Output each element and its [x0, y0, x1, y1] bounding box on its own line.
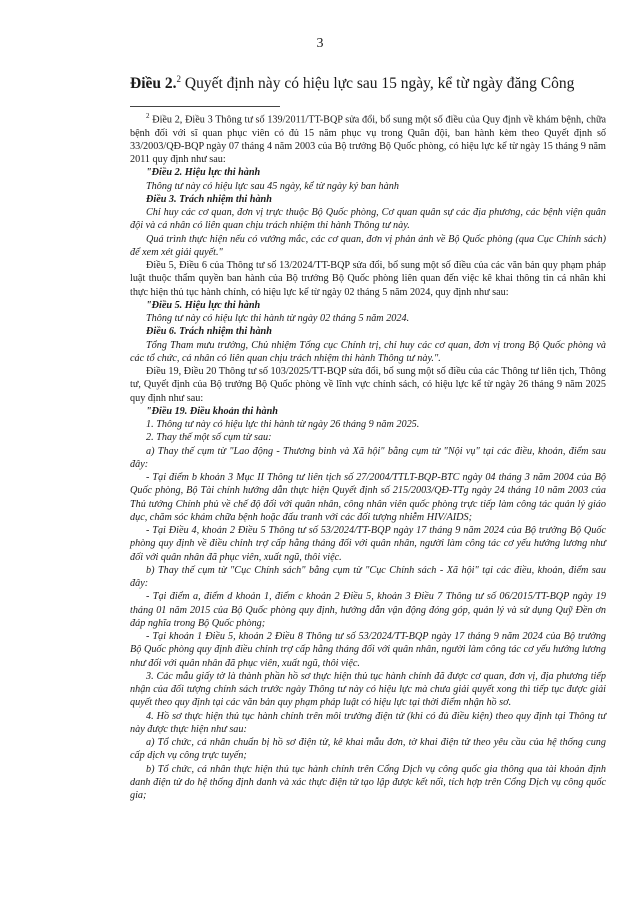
footnote-text: Tổng Tham mưu trưởng, Chủ nhiệm Tổng cục Chính trị, chỉ huy các cơ quan, đơn vị trong Bộ Quốc phòng và các tổ chức, cá nhân có liên quan chịu trách nhiệm thi hành Thông tư này.".	[130, 339, 606, 364]
page-number: 3	[316, 36, 324, 51]
footnote-text: Chỉ huy các cơ quan, đơn vị trực thuộc Bộ Quốc phòng, Cơ quan quân sự các địa phương, các bệnh viện quân đội và cá nhân có liên quan chịu trách nhiệm thi hành Thông tư này.	[130, 207, 606, 232]
article-heading	[130, 74, 610, 93]
footnote-paragraph	[130, 365, 606, 405]
footnote-paragraph	[130, 590, 606, 630]
footnote-paragraph	[130, 233, 606, 260]
footnote-body	[130, 110, 606, 802]
footnote-paragraph	[130, 339, 606, 366]
footnote-paragraph	[130, 206, 606, 233]
footnote-paragraph	[130, 110, 606, 166]
footnote-reference: 2	[176, 74, 181, 84]
footnote-paragraph	[130, 299, 606, 312]
footnote-text: - Tại điểm b khoản 3 Mục II Thông tư liên tịch số 27/2004/TTLT-BQP-BTC ngày 04 tháng 3 năm 2004 của Bộ Quốc phòng, Bộ Tài chính hướng dẫn thực hiện Quyết định số 215/2003/QĐ-TTg ngày 24 tháng 10 năm 2003 của Thủ tướng Chính phủ về chế độ đối với quân nhân, công nhân viên quốc phòng trực tiếp làm công tác quản lý giáo dục, chăm sóc khám chữa bệnh hoặc đấu tranh với các đối tượng nhiễm HIV/AIDS;	[130, 472, 606, 523]
footnote-paragraph	[130, 180, 606, 193]
footnote-text: 1. Thông tư này có hiệu lực thi hành từ ngày 26 tháng 9 năm 2025.	[146, 419, 420, 431]
footnote-paragraph	[130, 431, 606, 444]
footnote-text: a) Tổ chức, cá nhân chuẩn bị hồ sơ điện tử, kê khai mẫu đơn, tờ khai điện tử theo yêu cầu của hệ thống cung cấp dịch vụ công trực tuyến;	[130, 737, 606, 762]
footnote-text: Điều 19, Điều 20 Thông tư số 103/2025/TT-BQP sửa đổi, bổ sung một số điều của các Thông tư liên tịch, Thông tư, Quyết định của Bộ trưởng Bộ Quốc phòng về lĩnh vực chính sách, có hiệu lực kể từ ngày 26 tháng 9 năm 2025 quy định như sau:	[130, 366, 606, 404]
article-label: Điều 2.	[130, 75, 177, 93]
footnote-text: 3. Các mẫu giấy tờ là thành phần hồ sơ thực hiện thủ tục hành chính đã được cơ quan, đơn vị, địa phương tiếp nhận của đối tượng chính sách trước ngày Thông tư này có hiệu lực mà chưa giải quyết xong thì tiếp tục được giải quyết theo quy định tại các văn bản quy phạm pháp luật có hiệu lực tại thời điểm nhận hồ sơ.	[130, 670, 606, 709]
footnote-paragraph	[130, 166, 606, 179]
footnote-text: "Điều 2. Hiệu lực thi hành	[146, 167, 261, 179]
footnote-paragraph	[130, 259, 606, 299]
footnote-divider	[130, 106, 280, 107]
article-text: Quyết định này có hiệu lực sau 15 ngày, kể từ ngày đăng Công	[181, 75, 575, 93]
footnote-paragraph	[130, 471, 606, 524]
footnote-paragraph	[130, 630, 606, 670]
footnote-paragraph	[130, 763, 606, 803]
footnote-text: Điều 2, Điều 3 Thông tư số 139/2011/TT-BQP sửa đổi, bổ sung một số điều của Quy định về khám bệnh, chữa bệnh đối với sĩ quan phục viên có đủ 15 năm phục vụ trong Quân đội, ban hành kèm theo Quyết định số 33/2003/QĐ-BQP ngày 07 tháng 4 năm 2003 của Bộ trưởng Bộ Quốc phòng, có hiệu lực kể từ ngày 15 tháng 9 năm 2011 quy định như sau:	[130, 114, 606, 166]
footnote-text: Điều 6. Trách nhiệm thi hành	[146, 326, 272, 338]
footnote-text: - Tại Điều 4, khoản 2 Điều 5 Thông tư số 53/2024/TT-BQP ngày 17 tháng 9 năm 2024 của Bộ trưởng Bộ Quốc phòng quy định về điều chỉnh trợ cấp hằng tháng đối với quân nhân, người làm công tác cơ yếu hưởng lương như đối với quân nhân đã phục viên, xuất ngũ, thôi việc.	[130, 525, 606, 563]
footnote-paragraph	[130, 325, 606, 338]
footnote-text: Điều 5, Điều 6 của Thông tư số 13/2024/TT-BQP sửa đổi, bổ sung một số điều của các văn bản quy phạm pháp luật thuộc thẩm quyền ban hành của Bộ trưởng Bộ Quốc phòng liên quan đến việc kê khai thông tin cá nhân khi thực hiện thủ tục hành chính, có hiệu lực kể từ ngày 02 tháng 5 năm 2024, quy định như sau:	[130, 260, 606, 298]
footnote-paragraph	[130, 710, 606, 737]
footnote-text: a) Thay thế cụm từ "Lao động - Thương binh và Xã hội" bằng cụm từ "Nội vụ" tại các điều, khoản, điểm sau đây:	[130, 445, 606, 470]
footnote-paragraph	[130, 670, 606, 710]
footnote-text: Quá trình thực hiện nếu có vướng mắc, các cơ quan, đơn vị phản ánh về Bộ Quốc phòng (qua Cục Chính sách) để xem xét giải quyết."	[130, 233, 606, 258]
footnote-text: Điều 3. Trách nhiệm thi hành	[146, 193, 272, 205]
footnote-text: b) Thay thế cụm từ "Cục Chính sách" bằng cụm từ "Cục Chính sách - Xã hội" tại các điều, khoản, điểm sau đây:	[130, 564, 606, 590]
footnote-paragraph	[130, 736, 606, 763]
footnote-paragraph	[130, 193, 606, 206]
footnote-text: Thông tư này có hiệu lực sau 45 ngày, kể từ ngày ký ban hành	[146, 180, 399, 192]
footnote-text: Thông tư này có hiệu lực thi hành từ ngày 02 tháng 5 năm 2024.	[146, 313, 410, 325]
footnote-text: "Điều 19. Điều khoản thi hành	[146, 405, 278, 417]
footnote-paragraph	[130, 524, 606, 564]
footnote-text: - Tại điểm a, điểm d khoản 1, điểm c khoản 2 Điều 5, khoản 3 Điều 7 Thông tư số 06/2015/TT-BQP ngày 19 tháng 01 năm 2015 của Bộ Quốc phòng quy định, hướng dẫn vận động đóng góp, quản lý và sử dụng Quỹ Đền ơn đáp nghĩa trong Bộ Quốc phòng;	[130, 591, 606, 629]
footnote-marker: 2	[146, 112, 150, 120]
footnote-paragraph	[130, 312, 606, 325]
footnote-text: "Điều 5. Hiệu lực thi hành	[146, 299, 261, 311]
footnote-paragraph	[130, 445, 606, 472]
footnote-paragraph	[130, 418, 606, 431]
footnote-paragraph	[130, 564, 606, 591]
footnote-text: 4. Hồ sơ thực hiện thủ tục hành chính trên môi trường điện tử (khi có đủ điều kiện) theo quy định tại Thông tư này được thực hiện như sau:	[130, 710, 606, 735]
footnote-paragraph	[130, 405, 606, 418]
footnote-text: 2. Thay thế một số cụm từ sau:	[146, 432, 272, 444]
footnote-text: - Tại khoản 1 Điều 5, khoản 2 Điều 8 Thông tư số 53/2024/TT-BQP ngày 17 tháng 9 năm 2024 của Bộ trưởng Bộ Quốc phòng quy định điều chỉnh trợ cấp hằng tháng đối với quân nhân, người làm công tác cơ yếu hưởng lương như đối với quân nhân đã phục viên, xuất ngũ, thôi việc.	[130, 631, 606, 669]
footnote-text: b) Tổ chức, cá nhân thực hiện thủ tục hành chính trên Cổng Dịch vụ công quốc gia thông qua tài khoản định danh điện tử do hệ thống định danh và xác thực điện tử tạo lập được kết nối, tích hợp trên Cổng Dịch vụ công quốc gia;	[130, 763, 606, 802]
